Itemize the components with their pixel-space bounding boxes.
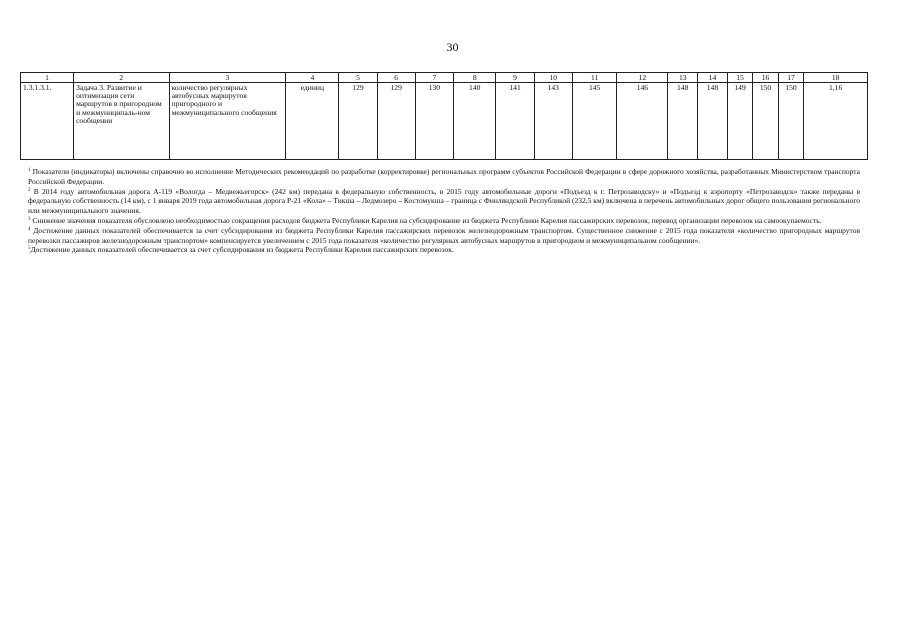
row-value: 140 <box>454 83 496 160</box>
column-header: 6 <box>377 73 415 83</box>
column-header: 4 <box>286 73 339 83</box>
footnote <box>28 245 860 255</box>
column-header: 13 <box>668 73 698 83</box>
footnotes <box>28 167 860 255</box>
row-value: 129 <box>377 83 415 160</box>
row-task: Задача 3. Развитие и оптимизация сети маршрутов в пригородном и межмуниципаль-ном сообщении <box>74 83 170 160</box>
column-header: 5 <box>339 73 377 83</box>
row-value: 149 <box>727 83 752 160</box>
footnote-text: Достижение данных показателей обеспечивается за счет субсидирования из бюджета Республики Карелия пассажирских перевозок железнодорожным транспортом. Существенное снижение с 2015 года показателя «количество пригородных маршрутов перевозки пассажиров железнодорожным транспортом» компенсируется увеличением с 2015 года показателя «количество регулярных автобусных маршрутов в пригородном и межмуниципальном сообщении». <box>28 225 860 245</box>
row-ratio: 1,16 <box>804 83 868 160</box>
column-header: 2 <box>74 73 170 83</box>
row-code: 1.3.1.3.1. <box>21 83 74 160</box>
column-header: 3 <box>169 73 286 83</box>
row-value: 150 <box>753 83 778 160</box>
column-header: 9 <box>496 73 534 83</box>
row-value: 148 <box>668 83 698 160</box>
footnote-text: Снижение значения показателя обусловлено необходимостью сокращения расходов бюджета Республики Карелия на субсидирование из бюджета Республики Карелия пассажирских перевозок, перевод организации перевозок на самоокупаемость. <box>30 215 822 225</box>
footnote-mark: 1 <box>28 168 31 173</box>
row-value: 146 <box>617 83 668 160</box>
footnote-text: В 2014 году автомобильная дорога А-119 «Вологда – Медвежьегорск» (242 км) передана в федеральную собственность, в 2015 году автомобильные дороги «Подъезд к г. Петрозаводску» и «Подъезд к аэропорту «Петрозаводск» также переданы в федеральную собственность (14 км), с 1 января 2019 года автомобильная дорога Р-21 «Кола» – Тикша – Ледмозеро – Костомукша – граница с Финляндской Республикой (232,5 км) включена в перечень автомобильных дорог общего пользования регионального или межмуниципального значения. <box>28 186 860 216</box>
column-header: 15 <box>727 73 752 83</box>
row-unit: единиц <box>286 83 339 160</box>
row-indicator: количество регулярных автобусных маршрутов пригородного и межмуниципального сообщения <box>169 83 286 160</box>
footnote-text: Достижение данных показателей обеспечивается за счет субсидирования из бюджета Республики Карелия пассажирских перевозок. <box>30 245 454 255</box>
row-value: 143 <box>534 83 572 160</box>
footnote-text: Показатели (индикаторы) включены справочно во исполнение Методических рекомендаций по разработке (корректировке) региональных программ субъектов Российской Федерации в сфере дорожного хозяйства, разработанных Министерством транспорта Российской Федерации. <box>28 167 860 186</box>
column-header: 10 <box>534 73 572 83</box>
column-header: 16 <box>753 73 778 83</box>
indicator-table <box>20 72 868 160</box>
row-value: 130 <box>415 83 453 160</box>
footnote-mark: 3 <box>28 216 31 222</box>
column-header: 7 <box>415 73 453 83</box>
row-value: 141 <box>496 83 534 160</box>
column-header: 11 <box>572 73 617 83</box>
column-header: 8 <box>454 73 496 83</box>
footnote <box>28 187 860 216</box>
row-value: 145 <box>572 83 617 160</box>
page-number: 30 <box>446 40 459 54</box>
column-header: 12 <box>617 73 668 83</box>
row-value: 150 <box>778 83 803 160</box>
footnote-mark: 4 <box>28 226 31 232</box>
footnote-mark: 2 <box>28 187 31 193</box>
column-header: 14 <box>698 73 728 83</box>
table-row <box>21 83 868 160</box>
row-value: 148 <box>698 83 728 160</box>
footnote <box>28 167 860 187</box>
footnote-mark: 5 <box>28 246 31 252</box>
header-row <box>21 73 868 83</box>
column-header: 1 <box>21 73 74 83</box>
column-header: 18 <box>804 73 868 83</box>
row-value: 129 <box>339 83 377 160</box>
footnote <box>28 216 860 226</box>
footnote <box>28 226 860 246</box>
column-header: 17 <box>778 73 803 83</box>
